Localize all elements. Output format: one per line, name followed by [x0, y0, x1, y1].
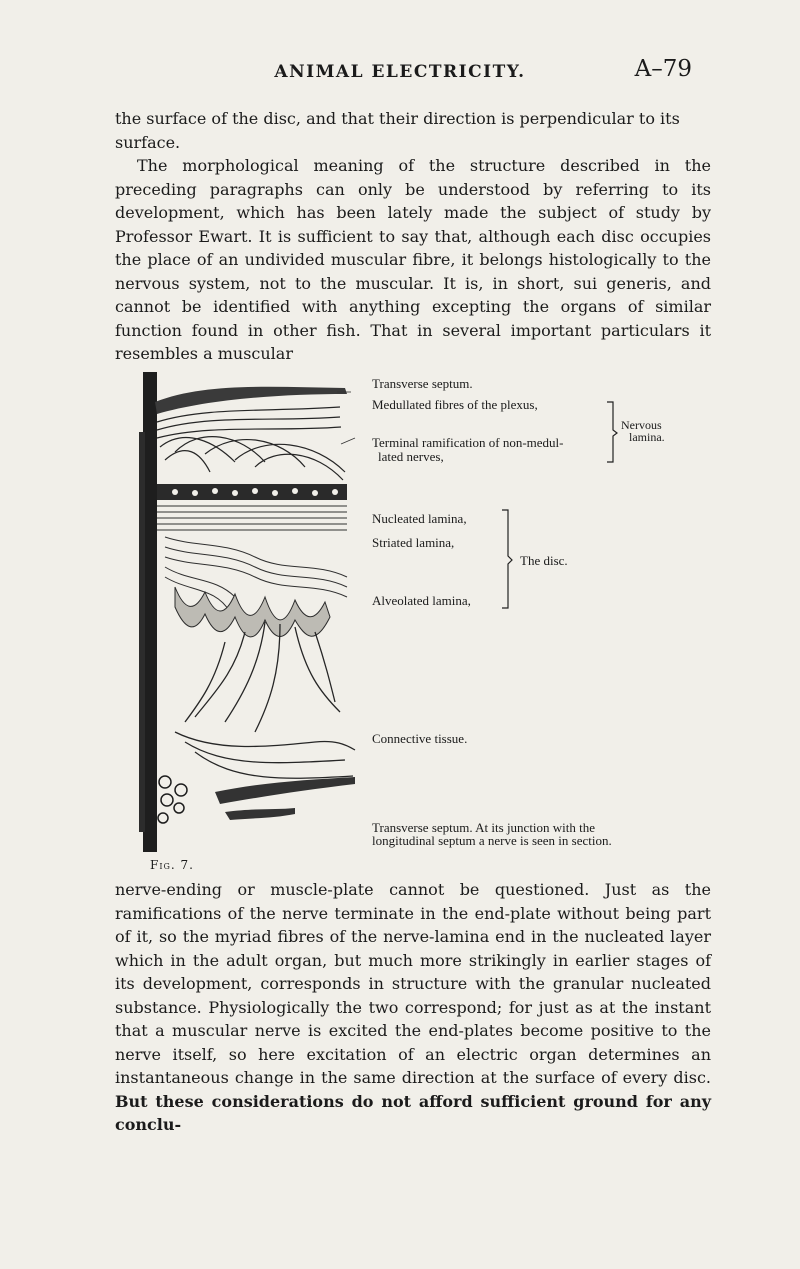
- running-header: [0, 56, 800, 92]
- label-connective-tissue: Connective tissue.: [372, 731, 468, 746]
- label-alveolated-lamina: Alveolated lamina,: [372, 593, 471, 608]
- label-medullated-fibres: Medullated fibres of the plexus,: [372, 397, 538, 412]
- paragraph-nerve-ending-body: nerve-ending or muscle-plate cannot be questioned. Just as the ramifications of the nerve terminate in the end-plate without being part of it, so the myriad fibres of the nerve-lamina end in the nucleated layer which in the adult organ, but much more strikingly in earlier stages of its development, corresponds in structure with the granular nucleated substance. Physiologically the two correspond; for just as at the instant that a muscular nerve is excited the end-plates become positive to the nerve itself, so here excitation of an electric organ determines an instantaneous change in the same direction at the surface of every disc.: [115, 880, 711, 1087]
- label-transverse-septum-top: Transverse septum.: [372, 376, 473, 391]
- header-title: ANIMAL ELECTRICITY.: [274, 62, 526, 82]
- continuation-line-1: the surface of the disc, and that their direction is perpendicular to its: [115, 109, 680, 128]
- paragraph-continuation: [115, 107, 711, 154]
- label-striated-lamina: Striated lamina,: [372, 535, 455, 550]
- label-nervous-lamina-2: lamina.: [629, 430, 665, 444]
- paragraph-nerve-ending: [115, 878, 711, 1137]
- disc-bracket: [500, 508, 520, 612]
- page-number: A–79: [634, 56, 692, 82]
- label-nervous-lamina-1: Nervous: [621, 418, 662, 432]
- figure-7: [115, 372, 715, 852]
- paragraph-nerve-ending-last-line: But these considerations do not afford sufficient ground for any conclu-: [115, 1091, 711, 1134]
- text-block-bottom: [115, 878, 711, 1137]
- label-transverse-septum-bottom-2: longitudinal septum a nerve is seen in section.: [372, 833, 612, 848]
- paragraph-morphology: The morphological meaning of the structure described in the preceding paragraphs can only be understood by referring to its development, which has been lately made the subject of study by Professor Ewart. It is sufficient to say that, although each disc occupies the place of an undivided muscular fibre, it belongs histologically to the nervous system, not to the muscular. It is, in short, sui generis, and cannot be identified with anything excepting the organs of similar function found in other fish. That in several important particulars it resembles a muscular: [115, 156, 711, 363]
- label-terminal-ramification-2: lated nerves,: [378, 449, 444, 464]
- label-the-disc: The disc.: [520, 553, 568, 568]
- text-block-top: [115, 107, 711, 366]
- nervous-lamina-bracket: [605, 400, 625, 466]
- figure-caption: Fig. 7.: [150, 858, 194, 872]
- label-terminal-ramification-1: Terminal ramification of non-medul-: [372, 435, 564, 450]
- electric-organ-illustration: [115, 372, 365, 852]
- continuation-line-2: surface.: [115, 132, 181, 152]
- label-nucleated-lamina: Nucleated lamina,: [372, 511, 467, 526]
- label-transverse-septum-bottom-1: Transverse septum. At its junction with the: [372, 820, 596, 835]
